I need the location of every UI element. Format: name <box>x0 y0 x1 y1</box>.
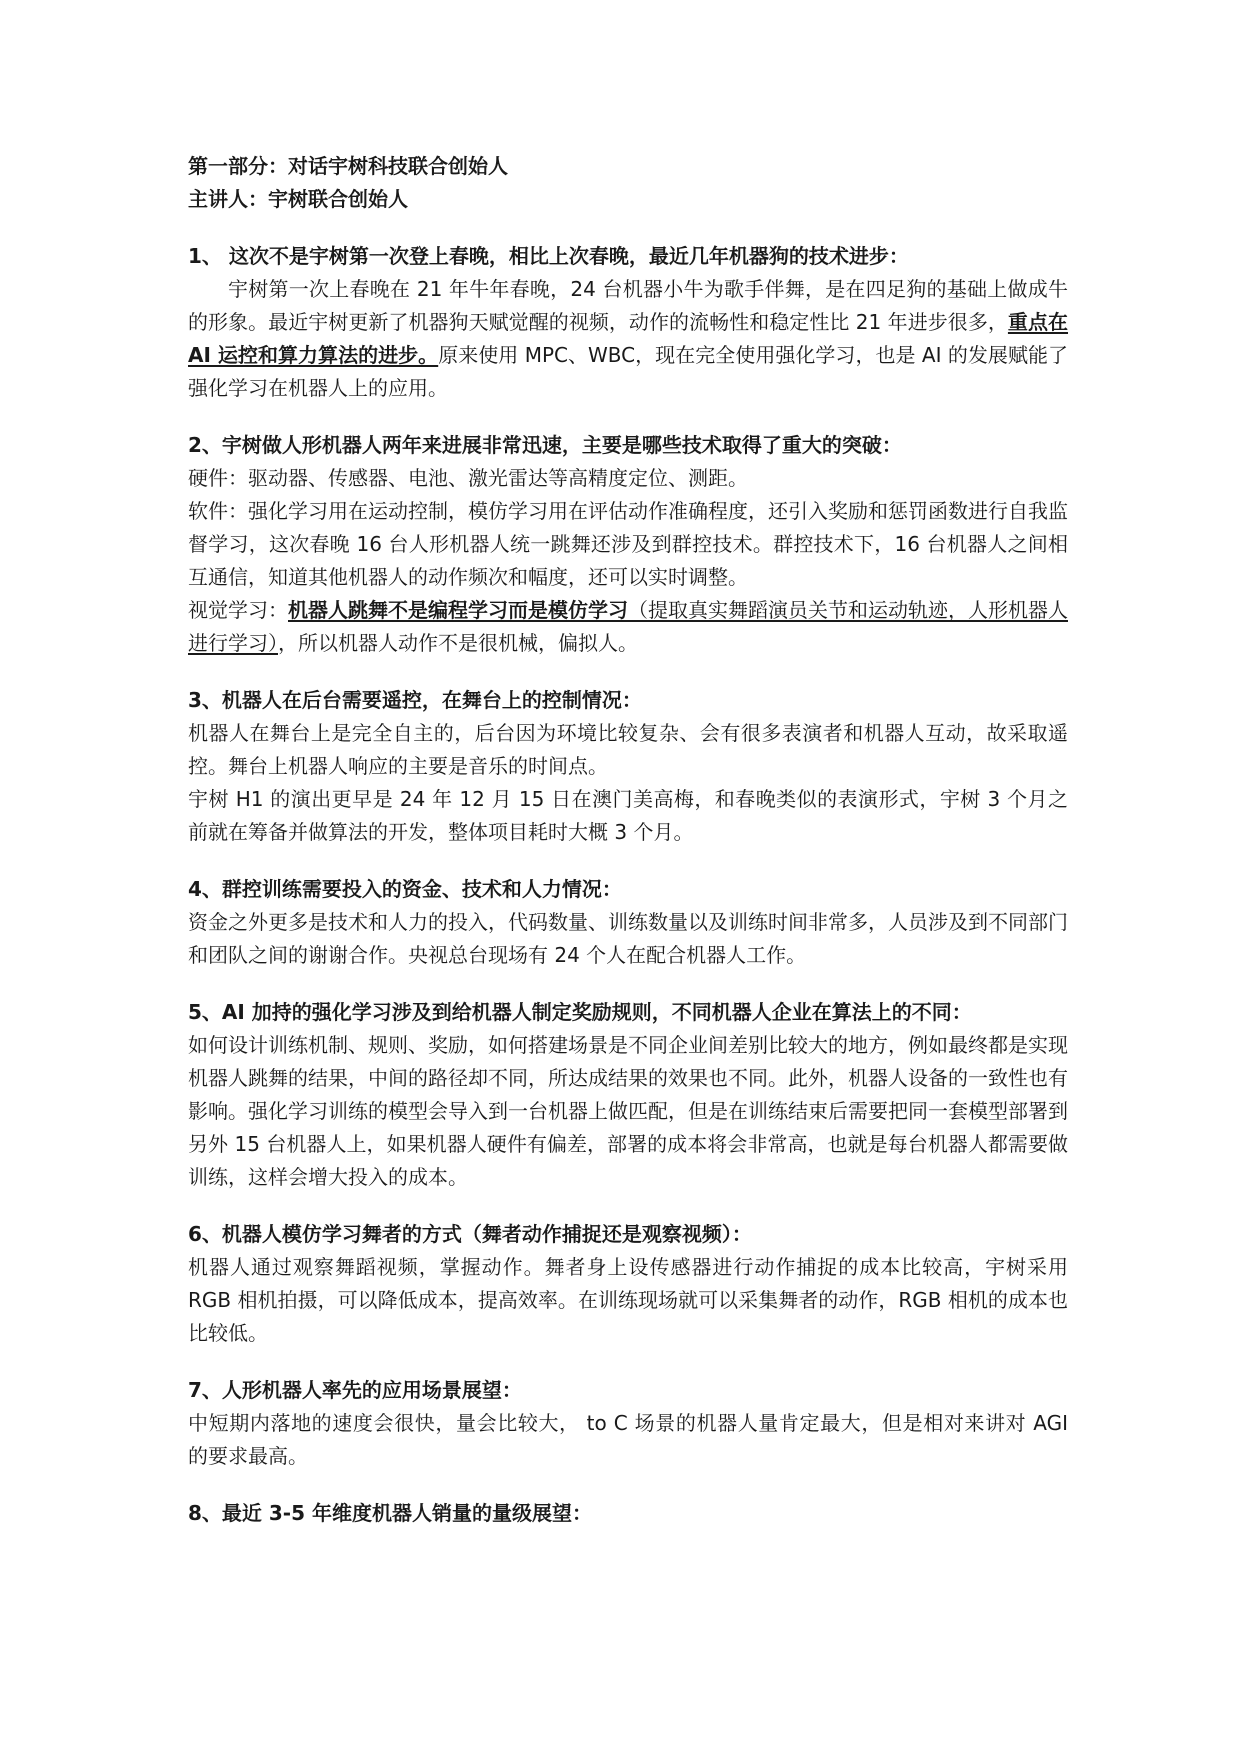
section-5 <box>188 996 1068 1194</box>
section-paragraph: 如何设计训练机制、规则、奖励，如何搭建场景是不同企业间差别比较大的地方，例如最终都是实现机器人跳舞的结果，中间的路径却不同，所达成结果的效果也不同。此外，机器人设备的一致性也有影响。强化学习训练的模型会导入到一台机器上做匹配，但是在训练结束后需要把同一套模型部署到另外 15 台机器人上，如果机器人硬件有偏差，部署的成本将会非常高，也就是每台机器人都需要做训练，这样会增大投入的成本。 <box>188 1033 1068 1189</box>
emphasis-text: 机器人跳舞不是编程学习而是模仿学习 <box>288 598 628 622</box>
section-title: 5、AI 加持的强化学习涉及到给机器人制定奖励规则，不同机器人企业在算法上的不同： <box>188 1000 972 1024</box>
section-2 <box>188 429 1068 660</box>
section-title: 7、人形机器人率先的应用场景展望： <box>188 1378 522 1402</box>
section-title: 3、机器人在后台需要遥控，在舞台上的控制情况： <box>188 688 642 712</box>
section-title: 1、 这次不是宇树第一次登上春晚，相比上次春晚，最近几年机器狗的技术进步： <box>188 244 909 268</box>
section-paragraph: 硬件：驱动器、传感器、电池、激光雷达等高精度定位、测距。 <box>188 466 748 490</box>
section-3 <box>188 684 1068 849</box>
paragraph-text: 原来使用 MPC、WBC，现在完全使用强化学习，也是 AI 的发展赋能了强化学习在机器人上的应用。 <box>188 343 1068 400</box>
section-1 <box>188 240 1068 405</box>
emphasis-text: 重点在 AI 运控和算力算法的进步。 <box>188 310 1069 367</box>
section-paragraph: 机器人通过观察舞蹈视频，掌握动作。舞者身上设传感器进行动作捕捉的成本比较高，宇树采用 RGB 相机拍摄，可以降低成本，提高效率。在训练现场就可以采集舞者的动作，RGB 相机的成本也比较低。 <box>188 1255 1068 1345</box>
section-title: 2、宇树做人形机器人两年来进展非常迅速，主要是哪些技术取得了重大的突破： <box>188 433 902 457</box>
section-title: 8、最近 3-5 年维度机器人销量的量级展望： <box>188 1501 592 1525</box>
section-paragraph: 中短期内落地的速度会很快，量会比较大， to C 场景的机器人量肯定最大，但是相对来讲对 AGI 的要求最高。 <box>188 1411 1068 1468</box>
underlined-text: （提取真实舞蹈演员关节和运动轨迹，人形机器人进行学习） <box>188 598 1068 655</box>
section-paragraph <box>188 594 1068 660</box>
speaker-line: 主讲人：宇树联合创始人 <box>188 187 408 211</box>
paragraph-text: 宇树第一次上春晚在 21 年牛年春晚，24 台机器小牛为歌手伴舞，是在四足狗的基础上做成牛的形象。最近宇树更新了机器狗天赋觉醒的视频，动作的流畅性和稳定性比 21 年进步很多， <box>188 277 1068 334</box>
section-6 <box>188 1218 1068 1350</box>
section-7 <box>188 1374 1068 1473</box>
section-title: 4、群控训练需要投入的资金、技术和人力情况： <box>188 877 622 901</box>
paragraph-text: ，所以机器人动作不是很机械，偏拟人。 <box>278 631 638 655</box>
section-8 <box>188 1497 1068 1530</box>
section-4 <box>188 873 1068 972</box>
paragraph-text: 视觉学习： <box>188 598 288 622</box>
part-title: 第一部分：对话宇树科技联合创始人 <box>188 154 508 178</box>
document-page <box>188 150 1068 1530</box>
section-paragraph: 宇树 H1 的演出更早是 24 年 12 月 15 日在澳门美高梅，和春晚类似的表演形式，宇树 3 个月之前就在筹备并做算法的开发，整体项目耗时大概 3 个月。 <box>188 787 1068 844</box>
section-paragraph: 资金之外更多是技术和人力的投入，代码数量、训练数量以及训练时间非常多，人员涉及到不同部门和团队之间的谢谢合作。央视总台现场有 24 个人在配合机器人工作。 <box>188 910 1068 967</box>
section-paragraph: 机器人在舞台上是完全自主的，后台因为环境比较复杂、会有很多表演者和机器人互动，故采取遥控。舞台上机器人响应的主要是音乐的时间点。 <box>188 721 1068 778</box>
section-paragraph <box>188 273 1068 405</box>
section-title: 6、机器人模仿学习舞者的方式（舞者动作捕捉还是观察视频）： <box>188 1222 752 1246</box>
section-paragraph: 软件：强化学习用在运动控制，模仿学习用在评估动作准确程度，还引入奖励和惩罚函数进行自我监督学习，这次春晚 16 台人形机器人统一跳舞还涉及到群控技术。群控技术下，16 台机器人之间相互通信，知道其他机器人的动作频次和幅度，还可以实时调整。 <box>188 499 1068 589</box>
